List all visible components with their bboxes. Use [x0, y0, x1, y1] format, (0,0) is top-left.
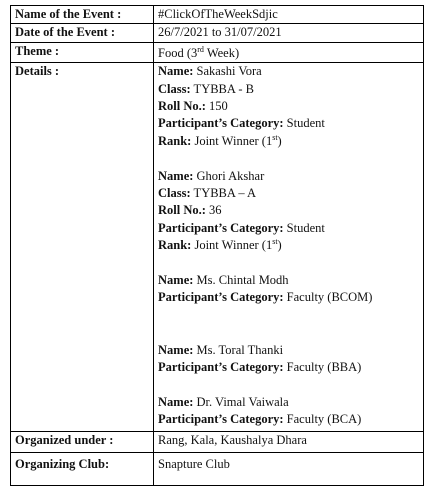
theme-label: Theme :: [11, 42, 154, 62]
faculty-category: Faculty (BBA): [283, 360, 362, 375]
event-name-value: #ClickOfTheWeekSdjic: [154, 6, 424, 24]
name-label: Name:: [158, 168, 194, 183]
name-label: Name:: [158, 394, 194, 409]
participant-name: Ghori Akshar: [193, 168, 265, 183]
rank-label: Rank:: [158, 238, 192, 253]
details-row: [11, 63, 424, 432]
organized-under-value: Rang, Kala, Kaushalya Dhara: [154, 432, 424, 453]
participant-roll: 36: [205, 203, 222, 218]
category-label: Participant’s Category:: [158, 360, 284, 375]
faculty-block: [158, 342, 419, 377]
rank-ordinal: st: [272, 132, 278, 142]
faculty-block: [158, 272, 419, 307]
event-date-label: Date of the Event :: [11, 24, 154, 42]
participant-rank: Joint Winner (1: [191, 133, 273, 148]
event-date-row: [11, 24, 424, 42]
category-label: Participant’s Category:: [158, 290, 284, 305]
category-label: Participant’s Category:: [158, 412, 284, 427]
organizing-club-row: [11, 453, 424, 486]
participant-roll: 150: [205, 99, 228, 114]
participant-name: Sakashi Vora: [193, 64, 262, 79]
faculty-name: Ms. Chintal Modh: [193, 273, 289, 288]
faculty-name: Dr. Vimal Vaiwala: [193, 394, 289, 409]
details-label: Details :: [11, 63, 154, 432]
roll-label: Roll No.:: [158, 99, 206, 114]
faculty-category: Faculty (BCOM): [283, 290, 373, 305]
name-label: Name:: [158, 64, 194, 79]
details-value: [154, 63, 424, 432]
event-name-row: [11, 6, 424, 24]
rank-close: ): [277, 238, 282, 253]
rank-label: Rank:: [158, 133, 192, 148]
event-name-label: Name of the Event :: [11, 6, 154, 24]
participant-class: TYBBA - B: [190, 81, 254, 96]
organizing-club-value: Snapture Club: [154, 453, 424, 486]
rank-ordinal: st: [272, 237, 278, 247]
class-label: Class:: [158, 81, 191, 96]
name-label: Name:: [158, 342, 194, 357]
participant-class: TYBBA – A: [190, 186, 257, 201]
participant-category: Student: [283, 116, 325, 131]
organized-under-row: [11, 432, 424, 453]
theme-row: [11, 42, 424, 62]
participant-rank: Joint Winner (1: [191, 238, 273, 253]
event-report-table: [10, 5, 424, 486]
organizing-club-label: Organizing Club:: [11, 453, 154, 486]
faculty-block: [158, 394, 419, 429]
participant-block: [158, 168, 419, 255]
participant-category: Student: [283, 220, 325, 235]
roll-label: Roll No.:: [158, 203, 206, 218]
organized-under-label: Organized under :: [11, 432, 154, 453]
faculty-name: Ms. Toral Thanki: [193, 342, 284, 357]
category-label: Participant’s Category:: [158, 116, 284, 131]
theme-value: [154, 42, 424, 62]
class-label: Class:: [158, 186, 191, 201]
category-label: Participant’s Category:: [158, 220, 284, 235]
theme-text: Food (3: [158, 45, 198, 60]
event-date-value: 26/7/2021 to 31/07/2021: [154, 24, 424, 42]
name-label: Name:: [158, 273, 194, 288]
rank-close: ): [277, 133, 282, 148]
participant-block: [158, 63, 419, 150]
faculty-category: Faculty (BCA): [283, 412, 362, 427]
theme-ordinal: rd: [197, 44, 204, 54]
theme-text-end: Week): [203, 45, 240, 60]
